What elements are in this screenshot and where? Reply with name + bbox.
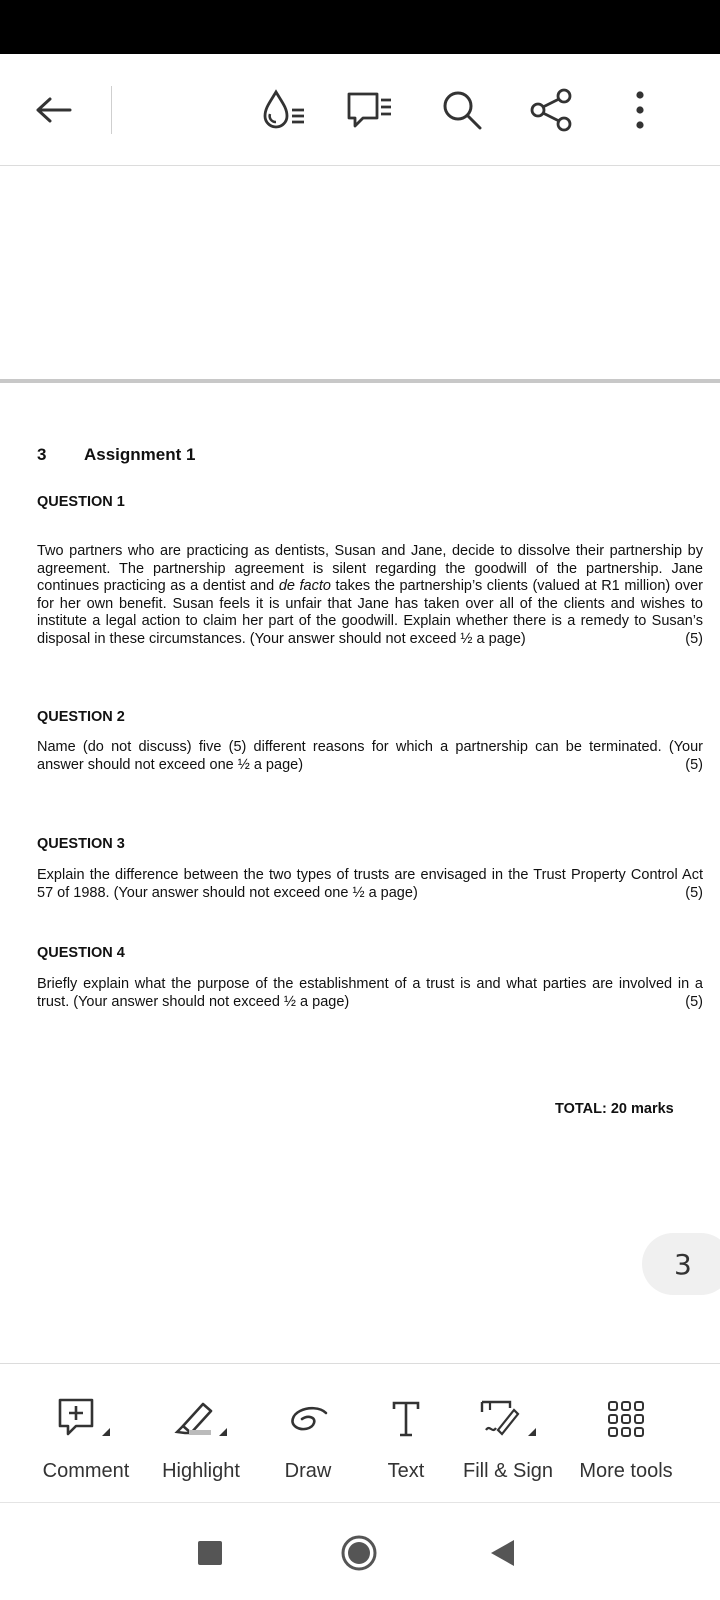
question-1-text: Two partners who are practicing as dentists, Susan and Jane, decide to dissolve their partnership by agreement. The partnership agreement is silent regarding the goodwill of the partnership. Jane continues practicing as a dentist and de facto takes the partnership’s clients (valued at R1 million) over for her own benefit. Susan feels it is unfair that Jane has taken over all of the clients and wishes to institute a legal action to claim her part of the goodwill. Explain whether there is a remedy to Susan’s disposal in these circumstances. (Your answer should not exceed ½ a page) (5) [37,543,704,647]
home-circle-icon [340,1534,378,1572]
question-3-heading: QUESTION 3 [37,836,125,852]
fill-sign-icon [476,1394,540,1444]
question-4-heading: QUESTION 4 [37,945,125,961]
grid-icon [606,1394,646,1444]
status-bar [0,0,720,54]
question-2-heading: QUESTION 2 [37,709,125,725]
question-2-marks: (5) [685,756,703,773]
fill-sign-tool[interactable] [458,1364,558,1504]
recents-button[interactable] [188,1531,232,1575]
text-tool[interactable] [374,1364,438,1504]
search-icon[interactable] [436,84,488,136]
question-1-heading: QUESTION 1 [37,494,125,510]
section-number: 3 [37,445,47,464]
triangle-back-icon [488,1538,516,1568]
question-1-marks: (5) [685,630,703,647]
text-icon [389,1394,423,1444]
comment-tool[interactable] [38,1364,134,1504]
comment-list-icon[interactable] [342,84,394,136]
section-heading [37,445,195,465]
back-button[interactable] [480,1531,524,1575]
system-nav-bar [0,1503,720,1600]
share-icon[interactable] [526,84,578,136]
comment-add-icon [56,1394,116,1444]
draw-label: Draw [284,1460,332,1482]
question-4-text: Briefly explain what the purpose of the establishment of a trust is and what parties are involved in a trust. (Your answer should not exceed ½ a page) (5) [37,976,703,1010]
color-ink-icon[interactable] [258,84,310,136]
square-icon [197,1540,223,1566]
page-number: 3 [674,1247,692,1281]
highlight-label: Highlight [162,1460,240,1482]
draw-tool[interactable] [276,1364,340,1504]
back-arrow-icon[interactable] [28,84,80,136]
top-toolbar [0,54,720,166]
total-marks: TOTAL: 20 marks [555,1101,674,1117]
home-button[interactable] [337,1531,381,1575]
draw-icon [286,1394,330,1444]
more-tools-label: More tools [579,1460,673,1482]
previous-page-area [0,167,720,379]
highlighter-icon [169,1394,233,1444]
question-3-marks: (5) [685,884,703,901]
fill-sign-label: Fill & Sign [462,1460,554,1482]
more-vertical-icon[interactable] [614,84,666,136]
more-tools-button[interactable] [572,1364,680,1504]
comment-label: Comment [42,1460,130,1482]
question-2-text: Name (do not discuss) five (5) different reasons for which a partnership can be terminated. (Your answer should not exceed one ½ a page) (5) [37,739,703,773]
text-label: Text [387,1460,425,1482]
toolbar-divider [111,86,112,134]
document-page [0,383,720,1363]
highlight-tool[interactable] [154,1364,248,1504]
question-3-text: Explain the difference between the two types of trusts are envisaged in the Trust Property Control Act 57 of 1988. (Your answer should not exceed one ½ a page) (5) [37,867,703,901]
question-4-marks: (5) [685,993,703,1010]
page-number-badge[interactable] [642,1233,720,1295]
section-title: Assignment 1 [84,445,196,464]
bottom-toolbar [0,1363,720,1503]
